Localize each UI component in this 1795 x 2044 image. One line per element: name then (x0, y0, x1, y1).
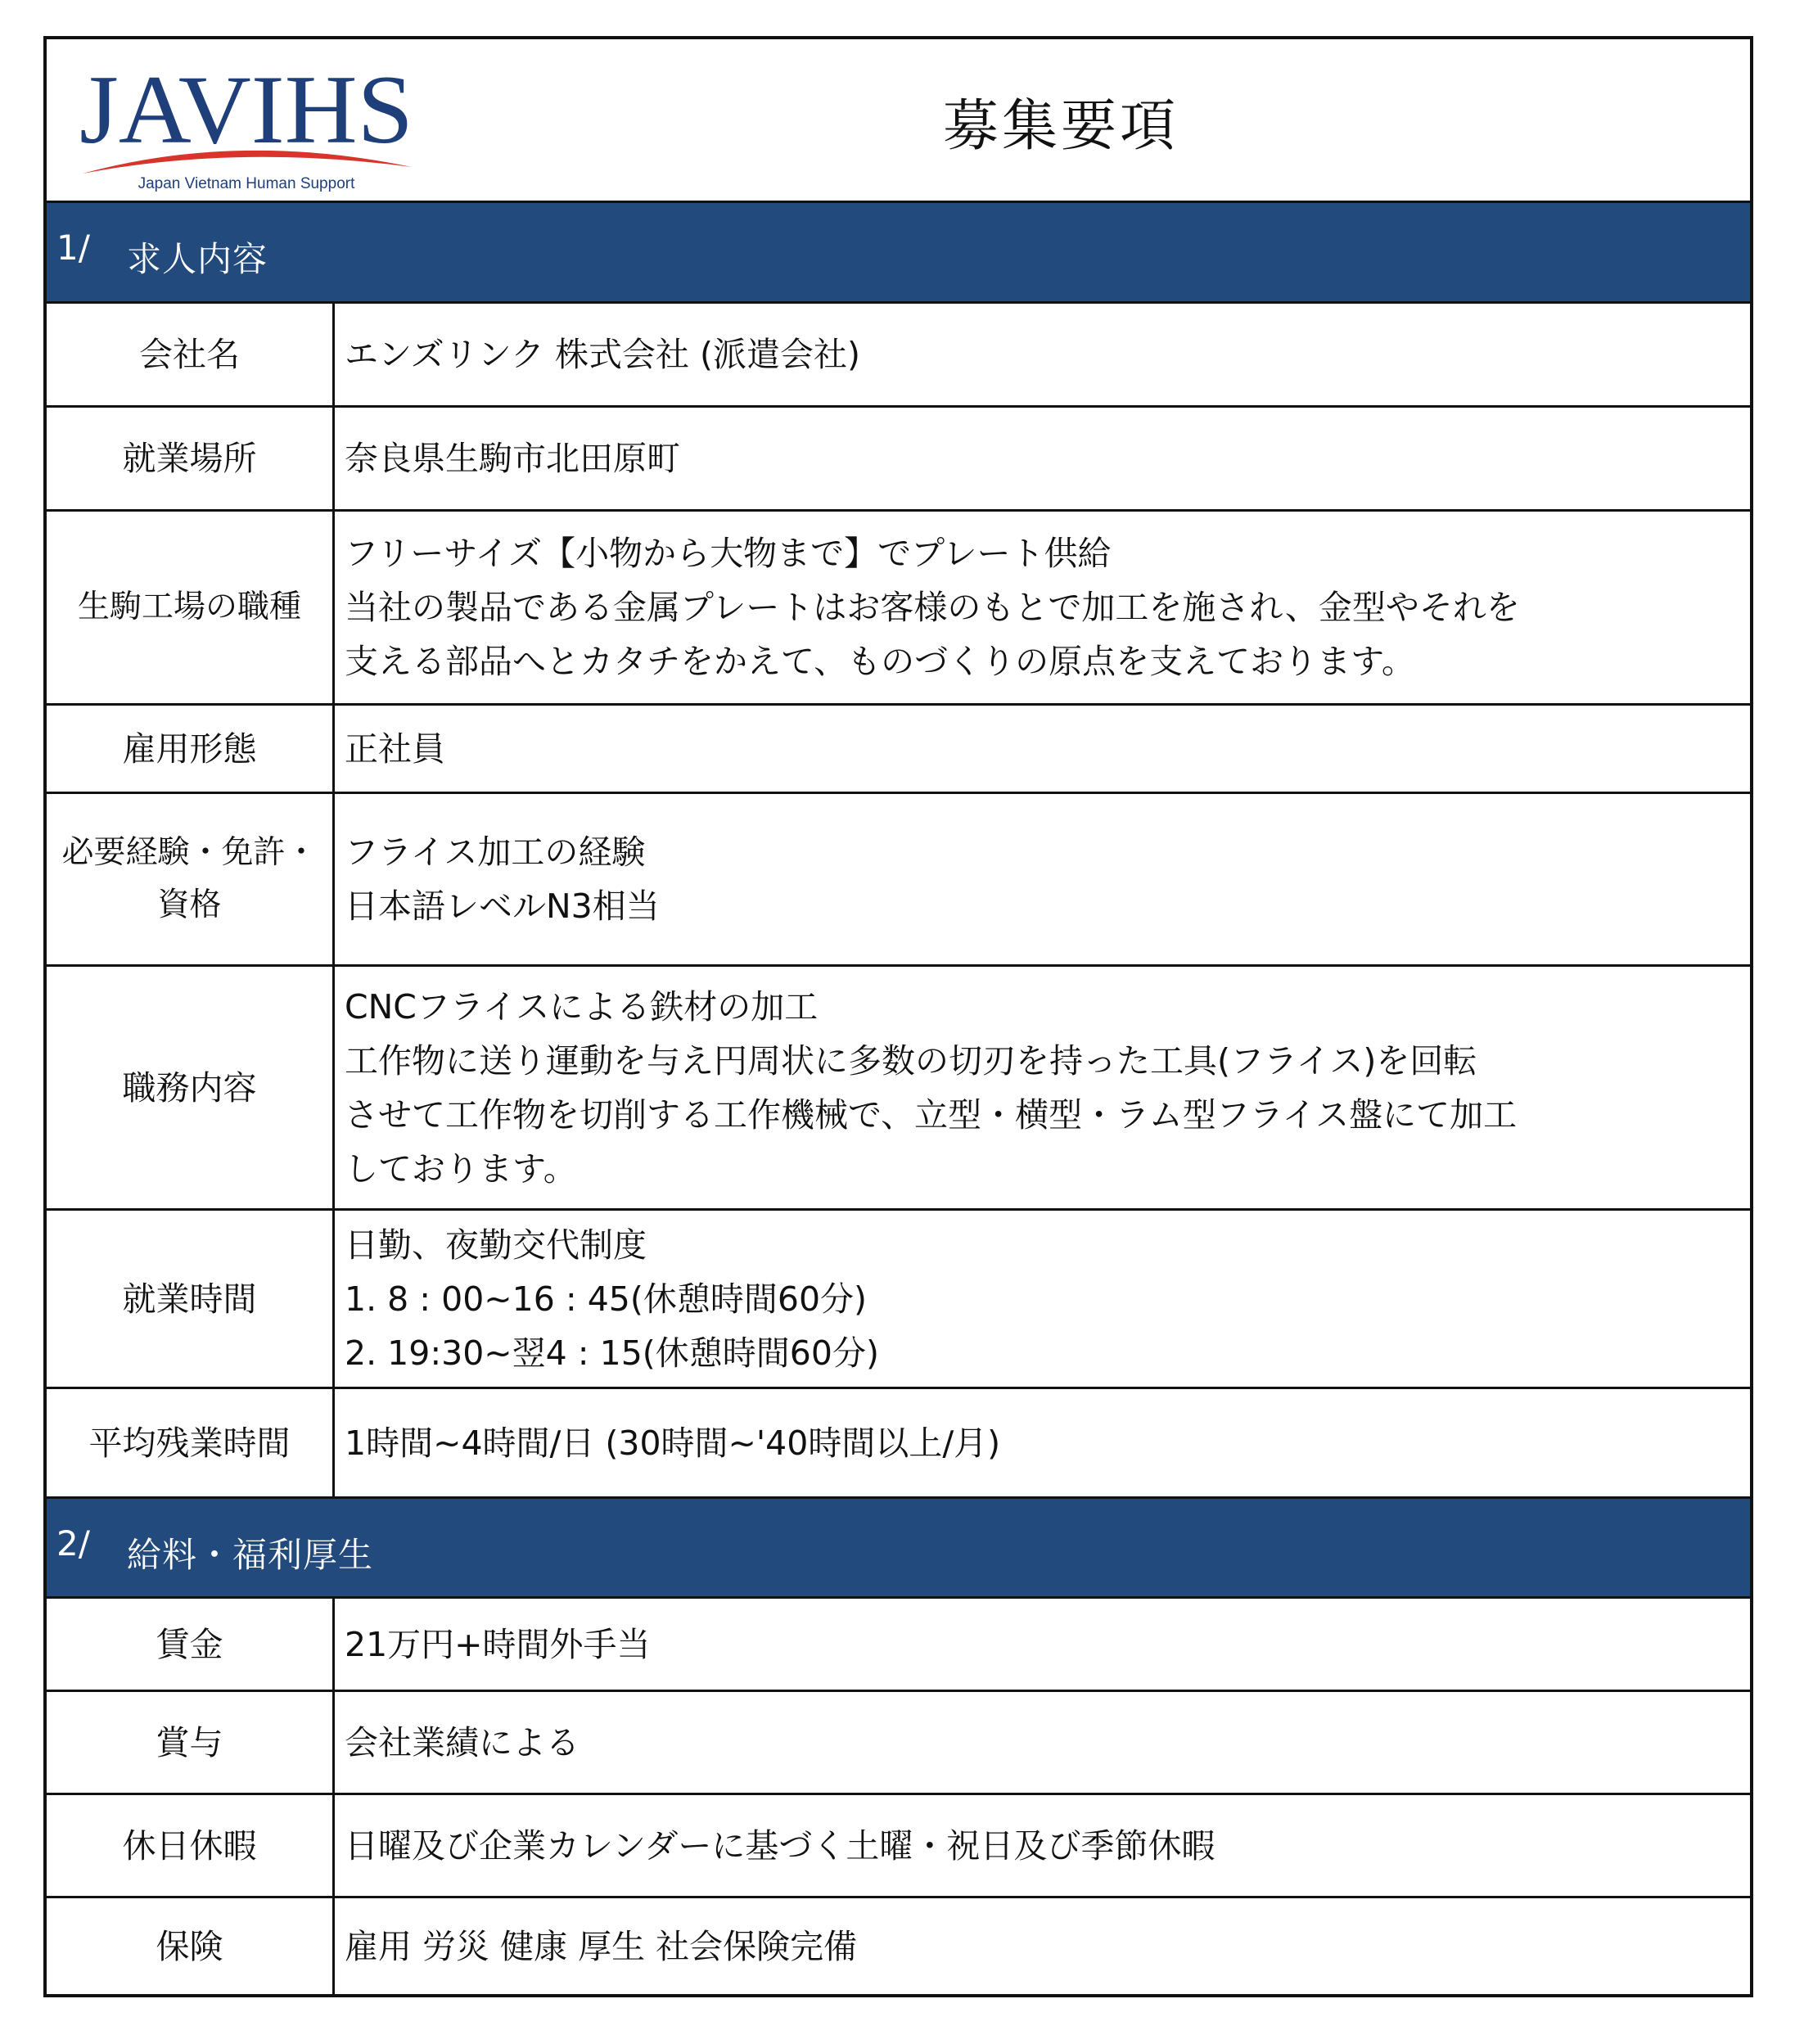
section-number: 1/ (56, 228, 90, 268)
section-header-1 (47, 203, 1750, 304)
value-line: 1時間~4時間/日 (30時間~'40時間以上/月) (345, 1423, 1001, 1463)
table-row (47, 1795, 1750, 1898)
section-title: 給料・福利厚生 (127, 1535, 374, 1575)
row-value (345, 1211, 1742, 1387)
row-label: 就業場所 (47, 408, 335, 509)
row-value (345, 794, 1742, 964)
value-line: させて工作物を切削する工作機械で、立型・横型・ラム型フライス盤にて加工 (345, 1094, 1518, 1135)
value-line: 会社業績による (345, 1722, 580, 1762)
table-row (47, 512, 1750, 706)
value-line: 支える部品へとカタチをかえて、ものづくりの原点を支えております。 (345, 642, 1415, 681)
row-value (345, 1898, 1742, 1994)
table-row (47, 1599, 1750, 1692)
row-label: 生駒工場の職種 (47, 512, 335, 703)
value-line: しております。 (345, 1148, 577, 1189)
section-title: 求人内容 (127, 239, 268, 279)
table-row (47, 408, 1750, 512)
value-line: 日勤、夜勤交代制度 (345, 1225, 647, 1265)
value-line: CNCフライスによる鉄材の加工 (345, 986, 819, 1027)
value-line: 当社の製品である金属プレートはお客様のもとで加工を施され、金型やそれを (345, 588, 1520, 627)
row-value (345, 967, 1742, 1208)
row-label: 賃金 (47, 1599, 335, 1690)
value-line: 工作物に送り運動を与え円周状に多数の切刃を持った工具(フライス)を回転 (345, 1040, 1477, 1081)
table-row (47, 1692, 1750, 1795)
table-row (47, 794, 1750, 967)
value-line: 日曜及び企業カレンダーに基づく土曜・祝日及び季節休暇 (345, 1825, 1215, 1866)
table-row (47, 1389, 1750, 1499)
row-value (345, 512, 1742, 703)
value-line: 雇用 労災 健康 厚生 社会保険完備 (345, 1926, 858, 1966)
section-number: 2/ (56, 1523, 90, 1563)
value-line: 正社員 (345, 729, 445, 769)
value-line: 2. 19:30~翌4 : 15(休憩時間60分) (345, 1333, 879, 1373)
table-row (47, 1898, 1750, 1994)
value-line: エンズリンク 株式会社 (派遣会社) (345, 335, 861, 374)
row-label: 必要経験・免許・ 資格 (47, 794, 335, 964)
row-label: 雇用形態 (47, 706, 335, 792)
table-row (47, 1211, 1750, 1389)
row-value (345, 1389, 1742, 1496)
row-label: 賞与 (47, 1692, 335, 1793)
logo-wordmark: JAVIHS (79, 55, 413, 164)
row-label: 平均残業時間 (47, 1389, 335, 1496)
javihs-logo (74, 52, 418, 192)
table-row (47, 967, 1750, 1211)
section-header-2 (47, 1499, 1750, 1599)
row-label: 会社名 (47, 304, 335, 405)
row-value (345, 1795, 1742, 1896)
value-line: 奈良県生駒市北田原町 (345, 439, 680, 478)
value-line: フライス加工の経験 (345, 832, 646, 872)
table-row (47, 304, 1750, 408)
logo-tagline: Japan Vietnam Human Support (138, 175, 355, 192)
row-label: 保険 (47, 1898, 335, 1994)
row-value (345, 408, 1742, 509)
value-line: 21万円+時間外手当 (345, 1624, 651, 1664)
value-line: フリーサイズ【小物から大物まで】でプレート供給 (345, 534, 1112, 573)
row-value (345, 304, 1742, 405)
row-value (345, 1692, 1742, 1793)
sheet-header (47, 39, 1750, 203)
row-value (345, 1599, 1742, 1690)
table-row (47, 706, 1750, 794)
row-label: 職務内容 (47, 967, 335, 1208)
row-value (345, 706, 1742, 792)
page-title: 募集要項 (942, 93, 1179, 159)
row-label: 就業時間 (47, 1211, 335, 1387)
row-label: 休日休暇 (47, 1795, 335, 1896)
recruitment-sheet (43, 36, 1753, 1997)
value-line: 1. 8 : 00~16 : 45(休憩時間60分) (345, 1279, 868, 1319)
value-line: 日本語レベルN3相当 (345, 887, 660, 926)
